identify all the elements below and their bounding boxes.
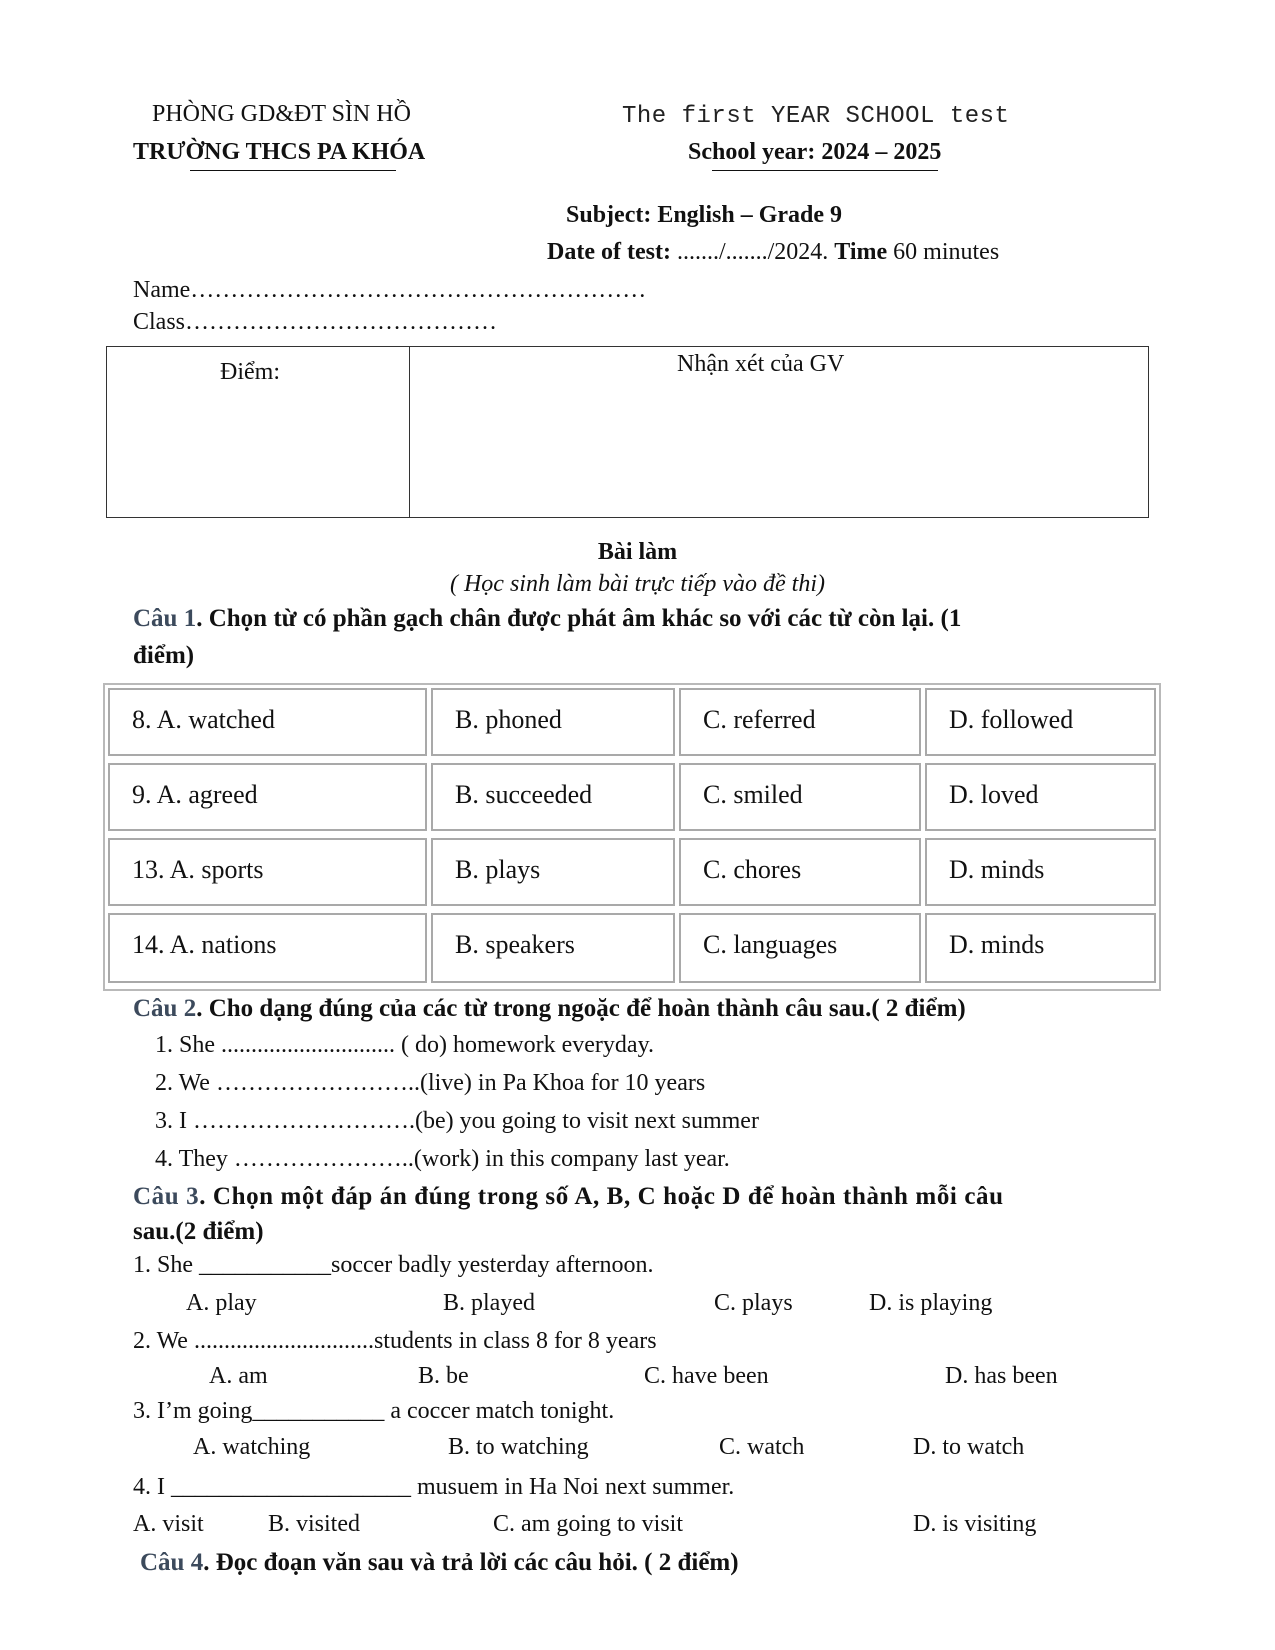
school-year-underline	[712, 170, 938, 171]
q3-item-4-option-c[interactable]: C. am going to visit	[493, 1511, 684, 1537]
q3-item-1-option-d[interactable]: D. is playing	[869, 1290, 993, 1316]
q3-item-2-option-a[interactable]: A. am	[209, 1363, 268, 1389]
q3-item-3-option-d[interactable]: D. to watch	[913, 1434, 1025, 1460]
q3-heading	[133, 1183, 1004, 1211]
q3-item-3-stem: 3. I’m going___________ a coccer match tonight.	[133, 1398, 615, 1424]
table-cell: B. plays	[431, 838, 675, 906]
q3-item-3-option-c[interactable]: C. watch	[719, 1434, 805, 1460]
table-cell: D. followed	[925, 688, 1156, 756]
q3-item-4-option-b[interactable]: B. visited	[268, 1511, 361, 1537]
q3-item-4-option-d[interactable]: D. is visiting	[913, 1511, 1037, 1537]
q2-item-3: 3. I ……………………….(be) you going to visit next summer	[155, 1108, 759, 1134]
school-year: School year: 2024 – 2025	[688, 139, 942, 165]
q3-item-1-option-b[interactable]: B. played	[443, 1290, 535, 1316]
subject-line: Subject: English – Grade 9	[566, 202, 843, 228]
date-value: ......./......./2024.	[676, 239, 829, 265]
q2-label: Câu 2	[133, 995, 197, 1022]
date-label: Date of test:	[547, 239, 671, 265]
table-cell: 9. A. agreed	[108, 763, 427, 831]
teacher-comment-label: Nhận xét của GV	[677, 351, 845, 377]
q1-heading	[133, 605, 961, 633]
table-cell: 14. A. nations	[108, 913, 427, 983]
school-name: TRƯỜNG THCS PA KHÓA	[133, 139, 426, 165]
q3-item-2-option-b[interactable]: B. be	[418, 1363, 469, 1389]
table-cell: C. smiled	[679, 763, 921, 831]
score-box	[106, 346, 1149, 518]
q3-item-4-stem: 4. I ____________________ musuem in Ha Noi next summer.	[133, 1474, 735, 1500]
q3-text: . Chọn một đáp án đúng trong số A, B, C hoặc D để hoàn thành mỗi câu	[199, 1183, 1004, 1210]
work-title: Bài làm	[597, 539, 678, 565]
q3-item-1-option-a[interactable]: A. play	[186, 1290, 257, 1316]
table-cell: B. speakers	[431, 913, 675, 983]
table-cell: B. phoned	[431, 688, 675, 756]
table-cell: D. minds	[925, 913, 1156, 983]
q3-item-1-stem: 1. She ___________soccer badly yesterday afternoon.	[133, 1252, 654, 1278]
q3-item-3-option-b[interactable]: B. to watching	[448, 1434, 589, 1460]
table-cell: 8. A. watched	[108, 688, 427, 756]
date-line	[547, 239, 999, 266]
q1-heading-cont: điểm)	[133, 642, 195, 669]
q4-heading	[140, 1549, 739, 1577]
table-cell: D. minds	[925, 838, 1156, 906]
q1-text: . Chọn từ có phần gạch chân được phát âm khác so với các từ còn lại. (1	[196, 605, 962, 632]
phonetics-table	[103, 683, 1161, 991]
class-field[interactable]: Class…………………………………	[133, 309, 498, 335]
q2-item-4: 4. They …………………..(work) in this company last year.	[155, 1146, 730, 1172]
table-cell: D. loved	[925, 763, 1156, 831]
dept-name: PHÒNG GD&ĐT SÌN HỒ	[152, 101, 411, 127]
q2-text: . Cho dạng đúng của các từ trong ngoặc để hoàn thành câu sau.( 2 điểm)	[196, 995, 966, 1022]
time-value: 60 minutes	[893, 239, 1000, 265]
work-note: ( Học sinh làm bài trực tiếp vào đề thi)	[449, 571, 826, 597]
time-label: Time	[834, 239, 888, 265]
q3-item-4-option-a[interactable]: A. visit	[133, 1511, 204, 1537]
q3-item-1-option-c[interactable]: C. plays	[714, 1290, 793, 1316]
name-field[interactable]: Name…………………………………………………	[133, 277, 647, 303]
table-cell: C. referred	[679, 688, 921, 756]
q2-heading	[133, 995, 966, 1023]
q3-label: Câu 3	[133, 1183, 200, 1210]
q3-item-2-stem: 2. We ..............................students in class 8 for 8 years	[133, 1328, 657, 1354]
q4-text: . Đọc đoạn văn sau và trả lời các câu hỏi. ( 2 điểm)	[203, 1549, 739, 1576]
score-label: Điểm:	[220, 359, 280, 385]
q1-label: Câu 1	[133, 605, 197, 632]
table-cell: C. languages	[679, 913, 921, 983]
q3-item-2-option-c[interactable]: C. have been	[644, 1363, 769, 1389]
table-cell: C. chores	[679, 838, 921, 906]
table-cell: B. succeeded	[431, 763, 675, 831]
school-underline	[190, 170, 396, 171]
q2-item-1: 1. She ............................. ( do) homework everyday.	[155, 1032, 655, 1058]
q3-item-2-option-d[interactable]: D. has been	[945, 1363, 1058, 1389]
table-cell: 13. A. sports	[108, 838, 427, 906]
q3-item-3-option-a[interactable]: A. watching	[193, 1434, 311, 1460]
test-title: The first YEAR SCHOOL test	[622, 103, 1010, 130]
q4-label: Câu 4	[140, 1549, 204, 1576]
q2-item-2: 2. We ……………………..(live) in Pa Khoa for 10 years	[155, 1070, 706, 1096]
q3-heading-cont: sau.(2 điểm)	[133, 1218, 264, 1245]
score-box-divider	[409, 347, 410, 517]
